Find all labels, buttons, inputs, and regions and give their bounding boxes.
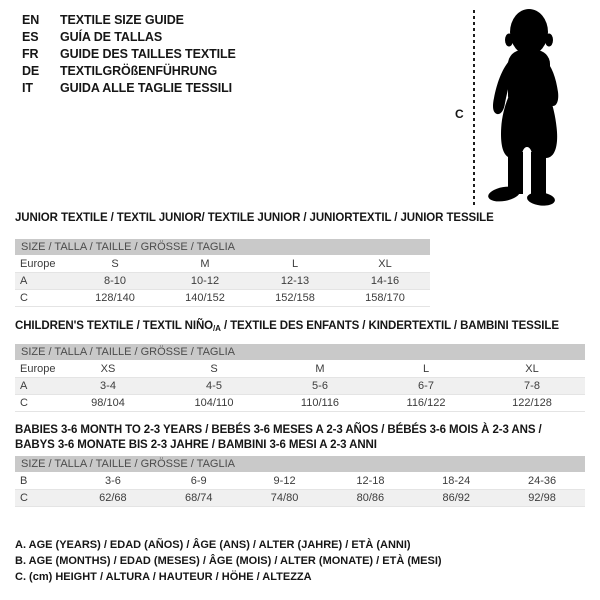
language-row [22, 12, 236, 29]
height-label-c: C [455, 107, 464, 121]
junior-table-title: JUNIOR TEXTILE / TEXTIL JUNIOR/ TEXTILE JUNIOR / JUNIORTEXTIL / JUNIOR TESSILE [15, 212, 494, 224]
table-cell: 152/158 [275, 292, 315, 304]
table-cell: 12-13 [280, 275, 310, 287]
table-row-height [15, 490, 585, 507]
toddler-silhouette-icon [484, 8, 570, 208]
language-code: IT [22, 81, 33, 95]
table-cell: C [20, 292, 28, 304]
language-label: TEXTILE SIZE GUIDE [60, 13, 184, 27]
table-cell: 110/116 [300, 397, 340, 409]
table-cell: 9-12 [273, 475, 296, 487]
table-cell: L [291, 258, 299, 270]
table-cell: 62/68 [99, 492, 127, 504]
table-cell: 128/140 [95, 292, 135, 304]
children-title-text: CHILDREN'S TEXTILE / TEXTIL NIÑO [15, 320, 214, 332]
size-header-bar: SIZE / TALLA / TAILLE / GRÖSSE / TAGLIA [15, 456, 585, 472]
table-cell: 104/110 [194, 397, 234, 409]
language-label: GUIDA ALLE TAGLIE TESSILI [60, 81, 233, 95]
table-cell: 68/74 [184, 492, 213, 504]
table-cell: 5-6 [312, 380, 328, 392]
table-cell: C [20, 397, 28, 409]
babies-title-line2: BABYS 3-6 MONATE BIS 2-3 JAHRE / BAMBINI 3-6 MESI A 2-3 ANNI [15, 439, 377, 451]
language-list [22, 12, 236, 97]
table-cell: 122/128 [512, 397, 552, 409]
children-size-table [15, 344, 585, 412]
language-code: EN [22, 13, 40, 27]
table-cell: 24-36 [528, 475, 557, 487]
table-row-age-months [15, 473, 585, 490]
table-row-height [15, 395, 585, 412]
table-cell: 4-5 [206, 380, 222, 392]
table-cell: XL [525, 363, 539, 375]
table-row-age-years [15, 378, 585, 395]
table-row-europe [15, 361, 585, 378]
table-row-height [15, 290, 430, 307]
footnote-c: C. (cm) HEIGHT / ALTURA / HAUTEUR / HÖHE / ALTEZZA [15, 571, 312, 583]
children-title-subscript: /A [213, 324, 221, 333]
language-label: GUÍA DE TALLAS [60, 30, 163, 44]
table-cell: L [422, 363, 430, 375]
table-cell: M [200, 258, 210, 270]
babies-size-table [15, 456, 585, 507]
table-cell: 3-6 [104, 475, 121, 487]
babies-table-title [15, 423, 542, 453]
junior-size-table [15, 239, 430, 307]
table-cell: B [20, 475, 28, 487]
table-cell: 140/152 [185, 292, 225, 304]
language-row [22, 80, 236, 97]
table-cell: 98/104 [91, 397, 125, 409]
table-cell: 116/122 [406, 397, 446, 409]
language-label: TEXTILGRÖßENFÜHRUNG [60, 64, 218, 78]
table-cell: C [20, 492, 28, 504]
table-cell: 14-16 [370, 275, 400, 287]
table-cell: 92/98 [528, 492, 556, 504]
table-cell: A [20, 275, 28, 287]
size-header-bar: SIZE / TALLA / TAILLE / GRÖSSE / TAGLIA [15, 239, 430, 255]
table-cell: 3-4 [100, 380, 116, 392]
table-cell: 6-7 [418, 380, 434, 392]
table-cell: 74/80 [270, 492, 299, 504]
language-row [22, 29, 236, 46]
table-cell: S [210, 363, 218, 375]
table-cell: XL [378, 258, 392, 270]
footnote-b: B. AGE (MONTHS) / EDAD (MESES) / ÂGE (MOIS) / ALTER (MONATE) / ETÀ (MESI) [15, 555, 442, 567]
language-code: ES [22, 30, 39, 44]
language-row [22, 63, 236, 80]
table-cell: 18-24 [442, 475, 471, 487]
table-row-age-years [15, 273, 430, 290]
height-measure-dotted-line [473, 10, 475, 206]
table-cell: 6-9 [190, 475, 207, 487]
footnote-a: A. AGE (YEARS) / EDAD (AÑOS) / ÂGE (ANS) / ALTER (JAHRE) / ETÀ (ANNI) [15, 539, 411, 551]
footnotes [15, 537, 442, 585]
children-table-title [15, 319, 559, 336]
table-cell: A [20, 380, 28, 392]
table-cell: 12-18 [356, 475, 385, 487]
table-row-europe [15, 256, 430, 273]
table-cell: 86/92 [442, 492, 470, 504]
table-cell: 7-8 [524, 380, 540, 392]
language-code: DE [22, 64, 40, 78]
babies-title-line1: BABIES 3-6 MONTH TO 2-3 YEARS / BEBÉS 3-6 MESES A 2-3 AÑOS / BÉBÉS 3-6 MOIS À 2-3 ANS / [15, 424, 542, 436]
table-cell: 158/170 [365, 292, 405, 304]
table-cell: Europe [20, 363, 55, 375]
children-title-text: / TEXTILE DES ENFANTS / KINDERTEXTIL / BAMBINI TESSILE [220, 320, 559, 332]
table-cell: Europe [20, 258, 56, 270]
table-cell: M [315, 363, 325, 375]
language-row [22, 46, 236, 63]
language-label: GUIDE DES TAILLES TEXTILE [60, 47, 236, 61]
language-code: FR [22, 47, 39, 61]
size-header-bar: SIZE / TALLA / TAILLE / GRÖSSE / TAGLIA [15, 344, 585, 360]
table-cell: 10-12 [190, 275, 220, 287]
table-cell: XS [100, 363, 116, 375]
table-cell: 8-10 [103, 275, 127, 287]
table-cell: S [111, 258, 119, 270]
table-cell: 80/86 [356, 492, 385, 504]
